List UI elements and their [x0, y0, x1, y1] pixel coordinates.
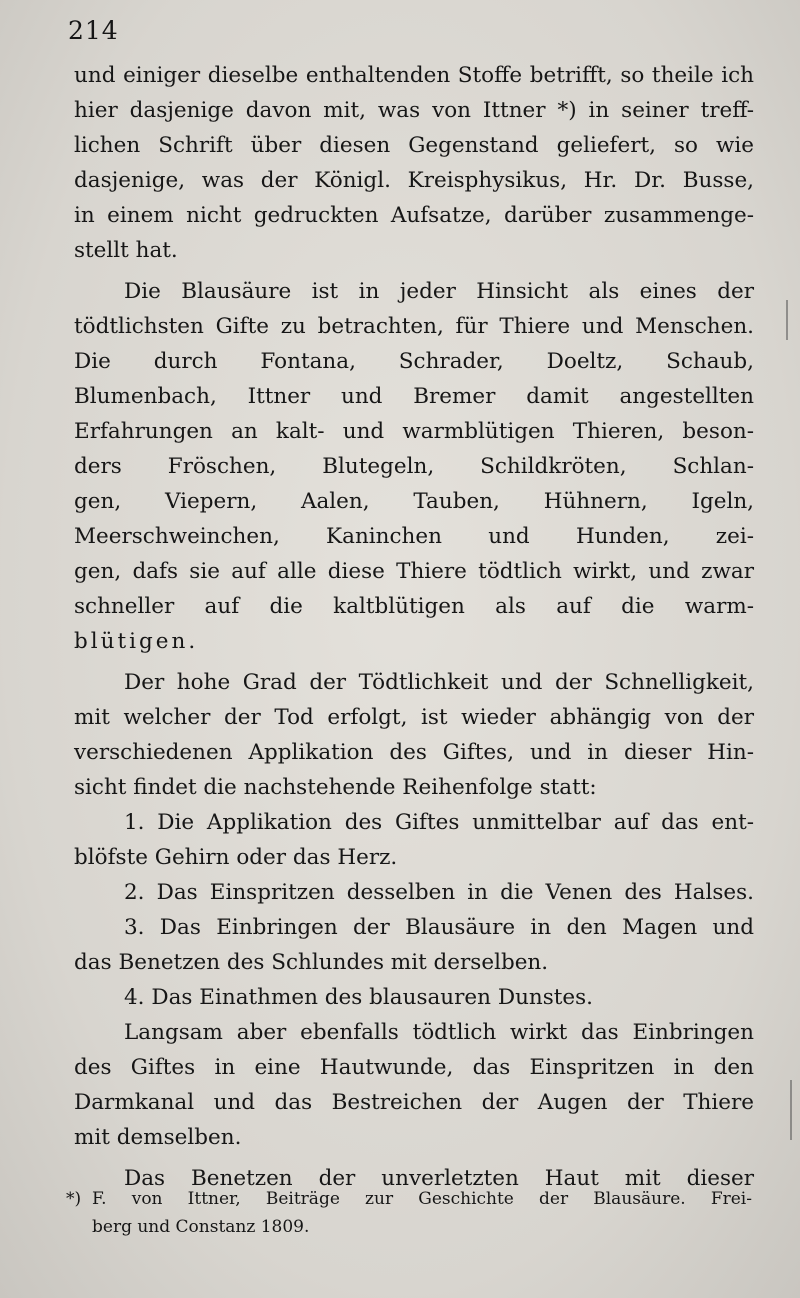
text-line: tödtlichsten Gifte zu betrachten, für Thiere und Menschen.	[74, 314, 754, 339]
text-line: Darmkanal und das Bestreichen der Augen der Thiere	[74, 1090, 754, 1115]
text-line: und einiger dieselbe enthaltenden Stoffe betrifft, so theile ich	[74, 63, 754, 88]
text-line: das Benetzen des Schlundes mit derselben.	[74, 950, 549, 975]
page-edge-mark	[790, 1080, 792, 1140]
page-number: 214	[68, 16, 119, 45]
text-line: 3. Das Einbringen der Blausäure in den Magen und	[124, 915, 754, 940]
text-line: Blumenbach, Ittner und Bremer damit angestellten	[74, 384, 754, 409]
text-line: Das Benetzen der unverletzten Haut mit dieser	[124, 1166, 754, 1191]
text-line: hier dasjenige davon mit, was von Ittner *) in seiner treff-	[74, 98, 754, 123]
footnote-marker: *)	[66, 1189, 82, 1209]
footnote-line: berg und Constanz 1809.	[92, 1217, 310, 1237]
footnote-text: F. von Ittner, Beiträge zur Geschichte der Blausäure. Frei-	[92, 1189, 752, 1209]
text-line: gen, Viepern, Aalen, Tauben, Hühnern, Igeln,	[74, 489, 754, 514]
list-item	[74, 980, 754, 1015]
text-line: 4. Das Einathmen des blausauren Dunstes.	[124, 985, 594, 1010]
text-line: Die Blausäure ist in jeder Hinsicht als eines der	[124, 279, 754, 304]
text-line: lichen Schrift über diesen Gegenstand geliefert, so wie	[74, 133, 754, 158]
text-line: mit welcher der Tod erfolgt, ist wieder abhängig von der	[74, 705, 754, 730]
text-line: blütigen.	[74, 629, 199, 654]
text-line: 1. Die Applikation des Giftes unmittelbar auf das ent-	[124, 810, 754, 835]
page-edge-mark	[786, 300, 788, 340]
footnote-line	[66, 1185, 752, 1213]
text-line: in einem nicht gedruckten Aufsatze, darüber zusammenge-	[74, 203, 754, 228]
text-line: gen, dafs sie auf alle diese Thiere tödtlich wirkt, und zwar	[74, 559, 754, 584]
text-line: dasjenige, was der Königl. Kreisphysikus, Hr. Dr. Busse,	[74, 168, 754, 193]
footnote	[66, 1185, 752, 1241]
text-line: Erfahrungen an kalt- und warmblütigen Thieren, beson-	[74, 419, 754, 444]
text-line: 2. Das Einspritzen desselben in die Venen des Halses.	[124, 880, 754, 905]
body-text	[74, 58, 754, 1196]
paragraph	[74, 58, 754, 268]
text-line: sicht findet die nachstehende Reihenfolge statt:	[74, 775, 597, 800]
text-line: Der hohe Grad der Tödtlichkeit und der Schnelligkeit,	[124, 670, 754, 695]
text-line: des Giftes in eine Hautwunde, das Einspritzen in den	[74, 1055, 754, 1080]
text-line: Die durch Fontana, Schrader, Doeltz, Schaub,	[74, 349, 754, 374]
paragraph	[74, 274, 754, 659]
list-item	[74, 875, 754, 910]
text-line: Meerschweinchen, Kaninchen und Hunden, zei-	[74, 524, 754, 549]
paragraph	[74, 1015, 754, 1155]
text-line: stellt hat.	[74, 238, 178, 263]
text-line: blöfste Gehirn oder das Herz.	[74, 845, 398, 870]
text-line: schneller auf die kaltblütigen als auf die warm-	[74, 594, 754, 619]
list-item	[74, 910, 754, 980]
text-line: ders Fröschen, Blutegeln, Schildkröten, Schlan-	[74, 454, 754, 479]
text-line: mit demselben.	[74, 1125, 242, 1150]
text-line: verschiedenen Applikation des Giftes, und in dieser Hin-	[74, 740, 754, 765]
paragraph	[74, 665, 754, 805]
list-item	[74, 805, 754, 875]
text-line: Langsam aber ebenfalls tödtlich wirkt das Einbringen	[124, 1020, 754, 1045]
